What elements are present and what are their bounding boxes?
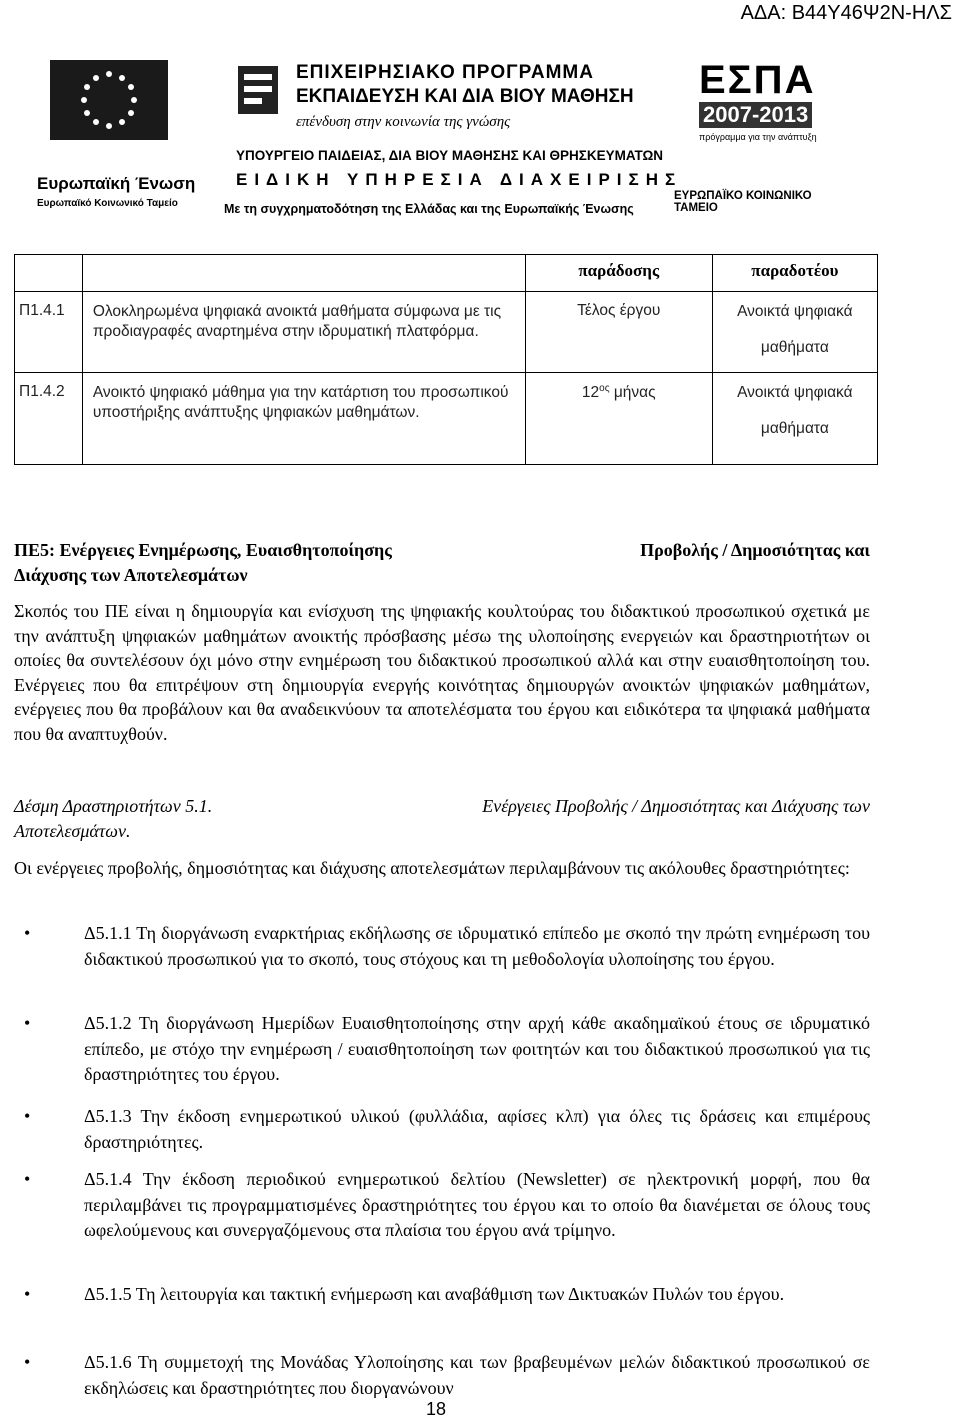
list-item: • Δ5.1.1 Τη διοργάνωση εναρκτήριας εκδήλωσης σε ιδρυματικό επίπεδο με σκοπό την πρώτη ενημέρωση του διδακτικού προσωπικού για το σκοπό, τους στόχους και τη μεθοδολογία υλοποίησης του έργου. [24, 923, 870, 969]
list-item: • Δ5.1.4 Την έκδοση περιοδικού ενημερωτικού δελτίου (Newsletter) σε ηλεκτρονική μορφή, που θα περιλαμβάνει τις προγραμματισμένες δραστηριότητες του έργου και το οποίο θα διανέμεται σε όλους τους ωφελούμενους και συνεργαζόμενους στα πλαίσια του έργου ανά τρίμηνο. [24, 1169, 870, 1240]
list-item: • Δ5.1.5 Τη λειτουργία και τακτική ενήμερωση και αναβάθμιση των Δικτυακών Πυλών του έργου. [24, 1284, 785, 1304]
header-cell [82, 255, 525, 292]
program-line1: ΕΠΙΧΕΙΡΗΣΙΑΚΟ ΠΡΟΓΡΑΜΜΑ [296, 62, 594, 83]
header-cell-output: παραδοτέου [712, 255, 877, 292]
eu-flag-icon [50, 60, 168, 140]
deliverable-output: Ανοικτά ψηφιακά μαθήματα [712, 292, 877, 373]
deliverable-code: Π1.4.1 [15, 292, 83, 373]
header-cell-delivery: παράδοσης [525, 255, 712, 292]
deliverable-description: Ανοικτό ψηφιακό μάθημα για την κατάρτιση του προσωπικού υποστήριξης ανάπτυξης ψηφιακών μαθημάτων. [82, 373, 525, 465]
list-item: • Δ5.1.6 Τη συμμετοχή της Μονάδας Υλοποίησης και των βραβευμένων μελών διδακτικού προσωπικού σε εκδηλώσεις και δραστηριότητες που διοργανώνουν [24, 1352, 870, 1398]
table-row [15, 292, 878, 373]
espa-title: ΕΣΠΑ [699, 58, 816, 102]
ministry-name: ΥΠΟΥΡΓΕΙΟ ΠΑΙΔΕΙΑΣ, ΔΙΑ ΒΙΟΥ ΜΑΘΗΣΗΣ ΚΑΙ ΘΡΗΣΚΕΥΜΑΤΩΝ [236, 148, 664, 163]
deliverable-time: $12^{o\varsigma}$ μήνας [525, 373, 712, 465]
deliverable-output: Ανοικτά ψηφιακά μαθήματα [712, 373, 877, 465]
table-row [15, 373, 878, 465]
deliverable-code: Π1.4.2 [15, 373, 83, 465]
special-service: ΕΙΔΙΚΗ ΥΠΗΡΕΣΙΑ ΔΙΑΧΕΙΡΙΣΗΣ [236, 170, 683, 189]
ada-code: ΑΔΑ: Β44Υ46Ψ2Ν-ΗΛΣ [740, 2, 952, 24]
list-item: • Δ5.1.2 Τη διοργάνωση Ημερίδων Ευαισθητοποίησης στην αρχή κάθε ακαδημαϊκού έτους σε ιδρυματικό επίπεδο, με στόχο την ενημέρωση / ευαισθητοποίηση των φοιτητών και του διδακτικού προσωπικού για τις δραστηριότητες του έργου. [24, 1013, 870, 1084]
program-logo-icon [236, 62, 280, 120]
deliverables-table [14, 254, 878, 465]
deliverable-time: Τέλος έργου [525, 292, 712, 373]
section-title: ΠΕ5: Ενέργειες Ενημέρωσης, Ευαισθητοποίησης Προβολής / Δημοσιότητας και Διάχυσης των Αποτελεσμάτων [14, 540, 870, 585]
eu-subtitle: Ευρωπαϊκό Κοινωνικό Ταμείο [37, 198, 178, 209]
espa-logo [699, 60, 821, 180]
activity-bundle-title: Δέσμη Δραστηριοτήτων 5.1. Ενέργειες Προβολής / Δημοσιότητας και Διάχυσης των Αποτελεσμάτων. [14, 796, 870, 841]
intro-paragraph: Οι ενέργειες προβολής, δημοσιότητας και διάχυσης αποτελεσμάτων περιλαμβάνουν τις ακόλουθες δραστηριότητες: [14, 858, 850, 878]
program-line2: ΕΚΠΑΙΔΕΥΣΗ ΚΑΙ ΔΙΑ ΒΙΟΥ ΜΑΘΗΣΗ [296, 86, 634, 107]
eu-title: Ευρωπαϊκή Ένωση [37, 174, 196, 193]
fund-name: ΕΥΡΩΠΑΪΚΟ ΚΟΙΝΩΝΙΚΟ ΤΑΜΕΙΟ [674, 190, 812, 214]
cofinancing-banner [14, 42, 826, 234]
cofinancing-text: Με τη συγχρηματοδότηση της Ελλάδας και της Ευρωπαϊκής Ένωσης [224, 202, 634, 216]
aim-paragraph: Σκοπός του ΠΕ είναι η δημιουργία και ενίσχυση της ψηφιακής κουλτούρας του διδακτικού προσωπικού σχετικά με την ανάπτυξη ψηφιακών μαθημάτων ανοικτής πρόσβασης μέσω της υλοποίησης ενεργειών και δραστηριοτήτων οι οποίες θα συντελέσουν όχι μόνο στην ενημέρωση του διδακτικού προσωπικού αλλά και στην ευαισθητοποίηση του. Ενέργειες που θα επιτρέψουν στη δημιουργία ενεργής κοινότητας δημιουργών ανοικτών ψηφιακών μαθημάτων, ενέργειες που θα προβάλουν και θα αναδεικνύουν τα αποτελέσματα του έργου και ειδικότερα τα ψηφιακά μαθήματα που θα αναπτυχθούν. [14, 601, 870, 744]
program-slogan: επένδυση στην κοινωνία της γνώσης [296, 114, 511, 130]
deliverable-description: Ολοκληρωμένα ψηφιακά ανοικτά μαθήματα σύμφωνα με τις προδιαγραφές αναρτημένα στην ιδρυματική πλατφόρμα. [82, 292, 525, 373]
table-header-row [15, 255, 878, 292]
page-number: 18 [426, 1399, 447, 1419]
header-cell [15, 255, 83, 292]
espa-years: 2007-2013 [699, 102, 812, 128]
espa-subtitle: πρόγραμμα για την ανάπτυξη [699, 132, 817, 142]
list-item: • Δ5.1.3 Την έκδοση ενημερωτικού υλικού (φυλλάδια, αφίσες κλπ) για όλες τις δράσεις και επιμέρους δραστηριότητες. [24, 1106, 870, 1152]
